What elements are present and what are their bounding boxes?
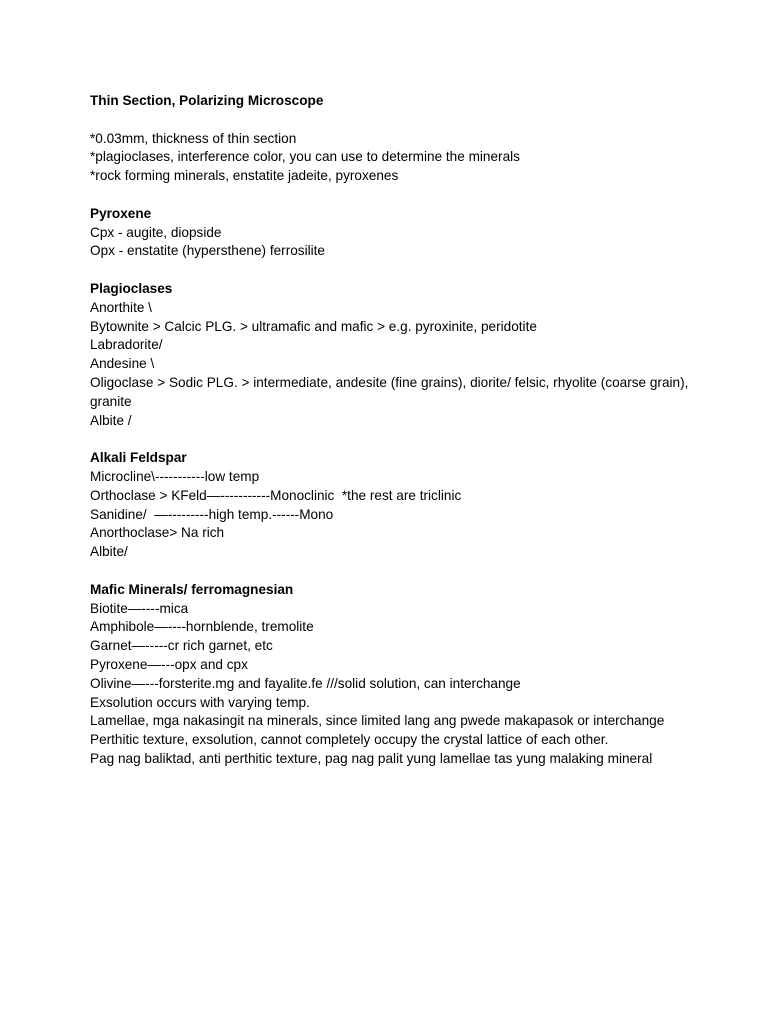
section-line: Cpx - augite, diopside xyxy=(90,224,222,240)
section-line: Garnet—-----cr rich garnet, etc xyxy=(90,638,273,654)
section-line: Sanidine/ —---------high temp.------Mono xyxy=(90,506,334,522)
section-line: Exsolution occurs with varying temp. xyxy=(90,694,310,710)
section-line: Biotite—----mica xyxy=(90,600,189,616)
spacer xyxy=(90,111,690,130)
section-line: Orthoclase > KFeld—-----------Monoclinic *the rest are triclinic xyxy=(90,487,462,503)
section-heading-plagioclases: Plagioclases xyxy=(90,280,173,296)
section-line: Pyroxene—---opx and cpx xyxy=(90,656,248,672)
section-line: Andesine \ xyxy=(90,356,155,372)
section-line: Labradorite/ xyxy=(90,337,163,353)
section-line: Anorthoclase> Na rich xyxy=(90,525,225,541)
document-page xyxy=(90,92,693,769)
section-line: Lamellae, mga nakasingit na minerals, since limited lang ang pwede makapasok or interchange xyxy=(90,713,665,729)
spacer xyxy=(90,261,690,280)
section-heading-alkali-feldspar: Alkali Feldspar xyxy=(90,450,187,466)
spacer xyxy=(90,562,690,581)
intro-line: *rock forming minerals, enstatite jadeite, pyroxenes xyxy=(90,168,399,184)
spacer xyxy=(90,430,690,449)
section-line: Pag nag baliktad, anti perthitic texture, pag nag palit yung lamellae tas yung malaking mineral xyxy=(90,750,653,766)
section-heading-pyroxene: Pyroxene xyxy=(90,205,152,221)
section-line: Olivine—---forsterite.mg and fayalite.fe ///solid solution, can interchange xyxy=(90,675,521,691)
document-title: Thin Section, Polarizing Microscope xyxy=(90,93,324,108)
section-line: Albite / xyxy=(90,412,132,428)
section-line: Opx - enstatite (hypersthene) ferrosilite xyxy=(90,243,325,259)
section-line: Oligoclase > Sodic PLG. > intermediate, andesite (fine grains), diorite/ felsic, rhyolite (coarse grain), granite xyxy=(90,374,693,409)
intro-line: *plagioclases, interference color, you can use to determine the minerals xyxy=(90,149,520,165)
section-line: Microcline\-----------low temp xyxy=(90,468,260,484)
intro-line: *0.03mm, thickness of thin section xyxy=(90,130,297,146)
section-line: Amphibole—----hornblende, tremolite xyxy=(90,619,314,635)
section-line: Perthitic texture, exsolution, cannot completely occupy the crystal lattice of each other. xyxy=(90,732,609,748)
section-heading-mafic-minerals: Mafic Minerals/ ferromagnesian xyxy=(90,581,294,597)
section-line: Anorthite \ xyxy=(90,299,152,315)
section-line: Albite/ xyxy=(90,544,128,560)
spacer xyxy=(90,186,690,205)
section-line: Bytownite > Calcic PLG. > ultramafic and mafic > e.g. pyroxinite, peridotite xyxy=(90,318,537,334)
